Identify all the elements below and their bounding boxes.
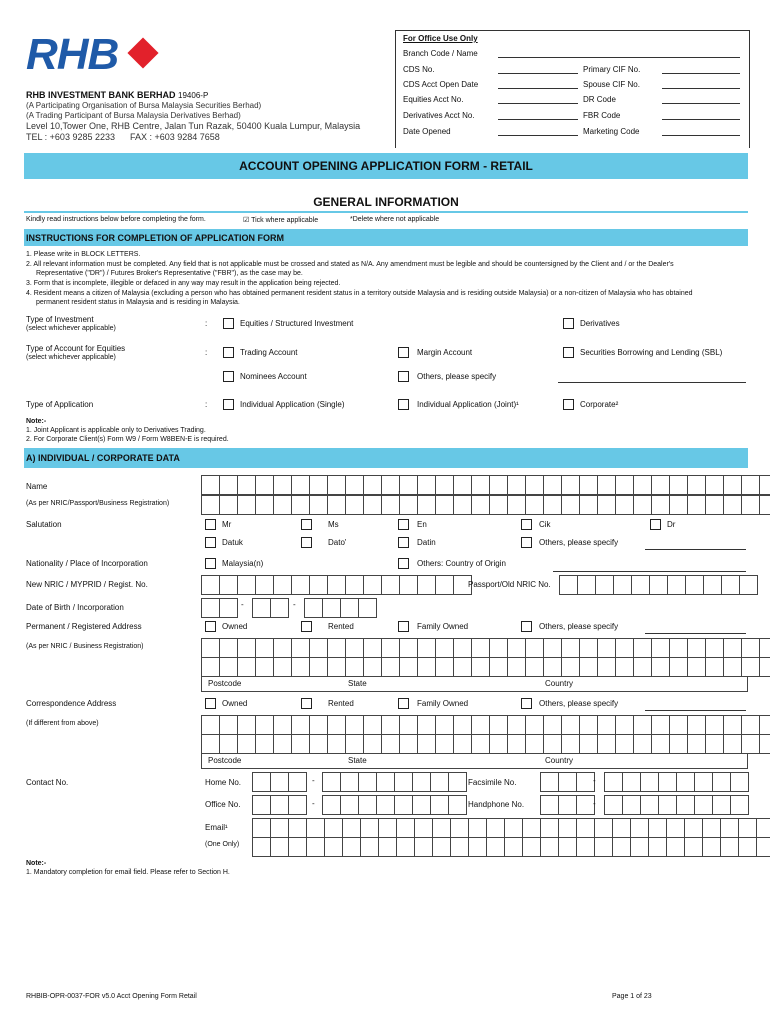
logo-diamond-icon <box>127 37 158 68</box>
name-boxes-row2[interactable] <box>201 495 770 515</box>
corr-postcode-label: Postcode <box>208 756 242 765</box>
instruction-3: 3. Form that is incomplete, illegible or defaced in any way may result in the application being rejected. <box>26 280 341 287</box>
nominees-account-label: Nominees Account <box>240 372 307 381</box>
other-country-label: Others: Country of Origin <box>417 559 506 568</box>
branch-code-field[interactable] <box>498 57 740 58</box>
dob-day-boxes[interactable] <box>201 598 237 618</box>
fax-area-boxes[interactable] <box>540 772 594 792</box>
form-title: ACCOUNT OPENING APPLICATION FORM - RETAIL <box>239 159 533 173</box>
footer-form-id: RHBIB-OPR-0037-FOR v5.0 Acct Opening Form Retail <box>26 993 197 1000</box>
fax-number-boxes[interactable] <box>604 772 748 792</box>
corr-family-owned-checkbox[interactable] <box>398 698 409 709</box>
email-sub: (One Only) <box>205 841 240 848</box>
corr-address-row1[interactable] <box>201 715 770 735</box>
name-boxes-row1[interactable] <box>201 475 770 495</box>
company-contact: TEL : +603 9285 2233 FAX : +603 9284 7658 <box>26 132 220 142</box>
derivatives-checkbox[interactable] <box>563 318 574 329</box>
facsimile-label: Facsimile No. <box>468 778 517 787</box>
company-address: Level 10,Tower One, RHB Centre, Jalan Tun Razak, 50400 Kuala Lumpur, Malaysia <box>26 121 361 131</box>
perm-others-checkbox[interactable] <box>521 621 532 632</box>
datuk-checkbox[interactable] <box>205 537 216 548</box>
company-line1: (A Participating Organisation of Bursa Malaysia Securities Berhad) <box>26 101 262 110</box>
en-label: En <box>417 520 427 529</box>
fbr-code-field[interactable] <box>662 119 740 120</box>
name-sub: (As per NRIC/Passport/Business Registration) <box>26 500 170 507</box>
perm-state-label: State <box>348 679 367 688</box>
perm-family-owned-checkbox[interactable] <box>398 621 409 632</box>
type-of-account-sub: (select whichever applicable) <box>26 354 116 361</box>
perm-address-sub: (As per NRIC / Business Registration) <box>26 643 144 650</box>
email-boxes-row1[interactable] <box>252 818 770 838</box>
contact-label: Contact No. <box>26 778 69 787</box>
corr-address-sub: (If different from above) <box>26 720 99 727</box>
general-info-title: GENERAL INFORMATION <box>313 195 459 209</box>
margin-account-label: Margin Account <box>417 348 473 357</box>
others-account-label: Others, please specify <box>417 372 497 381</box>
corr-owned-checkbox[interactable] <box>205 698 216 709</box>
dato-label: Dato' <box>328 538 347 547</box>
derivatives-label: Derivatives <box>580 319 620 328</box>
date-opened-field[interactable] <box>498 135 578 136</box>
perm-address-row2[interactable] <box>201 657 770 677</box>
colon: : <box>205 348 208 357</box>
others-salutation-field[interactable] <box>645 549 746 550</box>
cds-open-date-field[interactable] <box>498 88 578 89</box>
nationality-label: Nationality / Place of Incorporation <box>26 559 148 568</box>
perm-family-owned-label: Family Owned <box>417 622 469 631</box>
home-number-boxes[interactable] <box>322 772 466 792</box>
footer-page-number: Page 1 of 23 <box>612 993 652 1000</box>
corporate-label: Corporate² <box>580 400 619 409</box>
office-use-title: For Office Use Only <box>403 34 478 43</box>
home-dash: - <box>312 776 315 785</box>
general-info-rule <box>24 211 748 213</box>
derivatives-acct-field[interactable] <box>498 119 578 120</box>
fax-dash: - <box>593 776 596 785</box>
datin-label: Datin <box>417 538 436 547</box>
en-checkbox[interactable] <box>398 519 409 530</box>
fbr-code-label: FBR Code <box>583 111 621 120</box>
handphone-number-boxes[interactable] <box>604 795 748 815</box>
others-salutation-checkbox[interactable] <box>521 537 532 548</box>
note1-item-2: 2. For Corporate Client(s) Form W9 / Form W8BEN-E is required. <box>26 436 229 443</box>
trading-account-label: Trading Account <box>240 348 298 357</box>
margin-account-checkbox[interactable] <box>398 347 409 358</box>
branch-code-label: Branch Code / Name <box>403 49 478 58</box>
dr-label: Dr <box>667 520 676 529</box>
dob-dash-1: - <box>241 600 244 609</box>
salutation-label: Salutation <box>26 520 62 529</box>
perm-owned-label: Owned <box>222 622 248 631</box>
corr-rented-checkbox[interactable] <box>301 698 312 709</box>
mr-checkbox[interactable] <box>205 519 216 530</box>
cik-checkbox[interactable] <box>521 519 532 530</box>
single-application-checkbox[interactable] <box>223 399 234 410</box>
trading-account-checkbox[interactable] <box>223 347 234 358</box>
corr-address-row2[interactable] <box>201 734 770 754</box>
perm-others-label: Others, please specify <box>539 622 619 631</box>
equities-checkbox[interactable] <box>223 318 234 329</box>
cik-label: Cik <box>539 520 551 529</box>
section-a-title: A) INDIVIDUAL / CORPORATE DATA <box>26 453 180 463</box>
instructions-title: INSTRUCTIONS FOR COMPLETION OF APPLICATION FORM <box>26 233 284 243</box>
note1-item-1: 1. Joint Applicant is applicable only to Derivatives Trading. <box>26 427 206 434</box>
country-of-origin-field[interactable] <box>553 571 746 572</box>
others-account-field[interactable] <box>558 382 746 383</box>
marketing-code-label: Marketing Code <box>583 127 640 136</box>
corr-family-owned-label: Family Owned <box>417 699 469 708</box>
corr-postcode-state-country-box[interactable] <box>201 753 748 769</box>
read-instructions: Kindly read instructions below before completing the form. <box>26 216 206 223</box>
email-boxes-row2[interactable] <box>252 837 770 857</box>
note1-title: Note:- <box>26 418 47 425</box>
dob-dash-2: - <box>293 600 296 609</box>
sbl-checkbox[interactable] <box>563 347 574 358</box>
type-of-application-label: Type of Application <box>26 400 94 409</box>
delete-where-not-applicable: *Delete where not applicable <box>350 216 440 223</box>
colon: : <box>205 400 208 409</box>
ms-checkbox[interactable] <box>301 519 312 530</box>
perm-owned-checkbox[interactable] <box>205 621 216 632</box>
home-area-boxes[interactable] <box>252 772 306 792</box>
joint-application-checkbox[interactable] <box>398 399 409 410</box>
corr-others-checkbox[interactable] <box>521 698 532 709</box>
name-label: Name <box>26 482 48 491</box>
office-no-label: Office No. <box>205 800 241 809</box>
others-salutation-label: Others, please specify <box>539 538 619 547</box>
tick-where-applicable: ☑ Tick where applicable <box>243 217 319 224</box>
type-of-account-label: Type of Account for Equities <box>26 344 126 353</box>
office-dash: - <box>312 799 315 808</box>
passport-boxes[interactable] <box>559 575 757 595</box>
spouse-cif-field[interactable] <box>662 88 740 89</box>
single-application-label: Individual Application (Single) <box>240 400 345 409</box>
cds-open-date-label: CDS Acct Open Date <box>403 80 479 89</box>
dato-checkbox[interactable] <box>301 537 312 548</box>
colon: : <box>205 319 208 328</box>
nric-label: New NRIC / MYPRID / Regist. No. <box>26 580 148 589</box>
dob-label: Date of Birth / Incorporation <box>26 603 124 612</box>
instruction-2b: Representative ("DR") / Futures Broker's Representative ("FBR"), as the case may be. <box>36 270 303 277</box>
date-opened-label: Date Opened <box>403 127 451 136</box>
perm-address-row1[interactable] <box>201 638 770 658</box>
perm-address-label: Permanent / Registered Address <box>26 622 142 631</box>
corporate-checkbox[interactable] <box>563 399 574 410</box>
type-of-investment-label: Type of Investment <box>26 315 94 324</box>
joint-application-label: Individual Application (Joint)¹ <box>417 400 519 409</box>
office-number-boxes[interactable] <box>322 795 466 815</box>
primary-cif-field[interactable] <box>662 73 740 74</box>
cds-no-field[interactable] <box>498 73 578 74</box>
note2-item: 1. Mandatory completion for email field. Please refer to Section H. <box>26 869 230 876</box>
mr-label: Mr <box>222 520 232 529</box>
cds-no-label: CDS No. <box>403 65 435 74</box>
email-label: Email¹ <box>205 823 228 832</box>
dob-month-boxes[interactable] <box>252 598 288 618</box>
other-country-checkbox[interactable] <box>398 558 409 569</box>
spouse-cif-label: Spouse CIF No. <box>583 80 640 89</box>
handphone-label: Handphone No. <box>468 800 525 809</box>
perm-rented-checkbox[interactable] <box>301 621 312 632</box>
instruction-2: 2. All relevant information must be completed. Any field that is not applicable must be crossed and stated as N/A. Any amendment must be legible and should be countersigned by the Client and / or the Dealer's <box>26 261 674 268</box>
ms-label: Ms <box>328 520 339 529</box>
sbl-label: Securities Borrowing and Lending (SBL) <box>580 348 723 357</box>
dr-code-label: DR Code <box>583 95 616 104</box>
corr-others-label: Others, please specify <box>539 699 619 708</box>
office-area-boxes[interactable] <box>252 795 306 815</box>
corr-rented-label: Rented <box>328 699 354 708</box>
equities-label: Equities / Structured Investment <box>240 319 354 328</box>
handphone-area-boxes[interactable] <box>540 795 594 815</box>
note2-title: Note:- <box>26 860 47 867</box>
nominees-account-checkbox[interactable] <box>223 371 234 382</box>
equities-acct-label: Equities Acct No. <box>403 95 464 104</box>
type-of-investment-sub: (select whichever applicable) <box>26 325 116 332</box>
instruction-1: 1. Please write in BLOCK LETTERS. <box>26 251 141 258</box>
nric-boxes[interactable] <box>201 575 471 595</box>
instruction-4: 4. Resident means a citizen of Malaysia (excluding a person who has obtained permanent resident status in a territory outside Malaysia and is residing outside Malaysia) or a non-citizen of Malaysia who has obtained <box>26 290 693 297</box>
derivatives-acct-label: Derivatives Acct No. <box>403 111 475 120</box>
corr-others-field[interactable] <box>645 710 746 711</box>
perm-postcode-state-country-box[interactable] <box>201 676 748 692</box>
corr-address-label: Correspondence Address <box>26 699 117 708</box>
instruction-4b: permanent resident status in Malaysia and is residing in Malaysia. <box>36 299 240 306</box>
primary-cif-label: Primary CIF No. <box>583 65 641 74</box>
perm-others-field[interactable] <box>645 633 746 634</box>
dr-checkbox[interactable] <box>650 519 661 530</box>
marketing-code-field[interactable] <box>662 135 740 136</box>
company-name: RHB INVESTMENT BANK BERHAD 19406-P <box>26 90 209 100</box>
logo-text: RHB <box>26 30 119 79</box>
corr-country-label: Country <box>545 756 574 765</box>
datuk-label: Datuk <box>222 538 243 547</box>
perm-rented-label: Rented <box>328 622 354 631</box>
dr-code-field[interactable] <box>662 103 740 104</box>
handphone-dash: - <box>593 799 596 808</box>
company-line2: (A Trading Participant of Bursa Malaysia Derivatives Berhad) <box>26 111 241 120</box>
datin-checkbox[interactable] <box>398 537 409 548</box>
home-no-label: Home No. <box>205 778 242 787</box>
malaysian-label: Malaysia(n) <box>222 559 264 568</box>
corr-state-label: State <box>348 756 367 765</box>
perm-postcode-label: Postcode <box>208 679 242 688</box>
dob-year-boxes[interactable] <box>304 598 376 618</box>
malaysian-checkbox[interactable] <box>205 558 216 569</box>
equities-acct-field[interactable] <box>498 103 578 104</box>
logo <box>26 30 166 82</box>
passport-label: Passport/Old NRIC No. <box>468 580 551 589</box>
others-account-checkbox[interactable] <box>398 371 409 382</box>
corr-owned-label: Owned <box>222 699 248 708</box>
perm-country-label: Country <box>545 679 574 688</box>
